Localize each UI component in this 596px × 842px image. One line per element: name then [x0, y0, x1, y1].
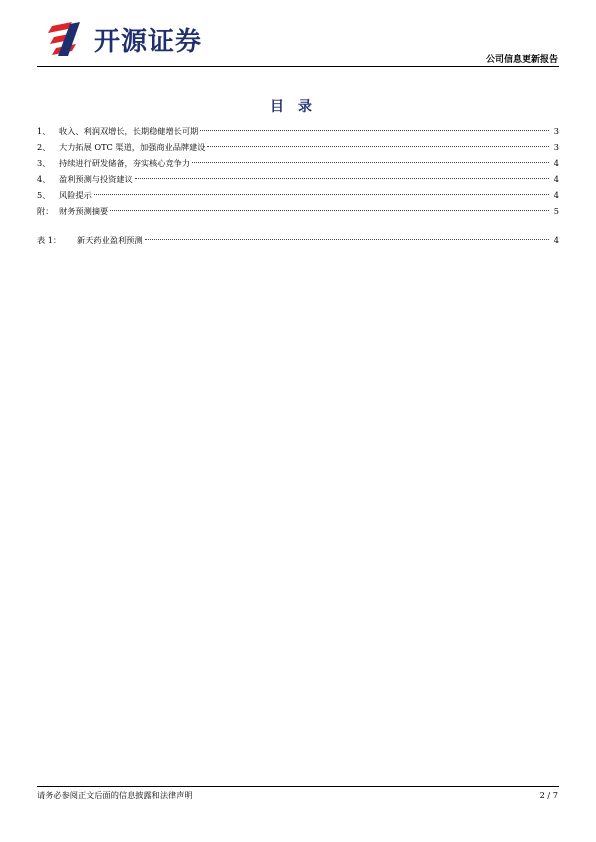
toc-entry-page: 4 [553, 190, 559, 200]
toc-entry-page: 5 [553, 206, 559, 216]
table-entry-page: 4 [553, 235, 559, 245]
toc-entry-3[interactable] [37, 155, 559, 171]
table-of-contents [37, 123, 559, 219]
toc-entry-1[interactable] [37, 123, 559, 139]
table-entry-label: 新天药业盈利预测 [77, 235, 143, 245]
toc-leader-dots [200, 130, 549, 131]
toc-entry-appendix[interactable] [37, 203, 559, 219]
toc-entry-label: 财务预测摘要 [59, 206, 109, 216]
footer-disclaimer: 请务必参阅正文后面的信息披露和法律声明 [37, 790, 193, 800]
toc-leader-dots [145, 239, 549, 240]
toc-entry-number: 3、 [37, 158, 51, 168]
toc-entry-number: 5、 [37, 190, 51, 200]
header-divider [37, 66, 559, 67]
toc-entry-4[interactable] [37, 171, 559, 187]
toc-entry-number: 2、 [37, 142, 51, 152]
toc-entry-page: 4 [553, 174, 559, 184]
brand-name: 开源证券 [94, 26, 203, 57]
toc-entry-page: 3 [553, 142, 559, 152]
toc-entry-label: 盈利预测与投资建议 [59, 174, 133, 184]
brand-logo-icon [46, 20, 90, 58]
toc-entry-label: 收入、利润双增长，长期稳健增长可期 [59, 126, 199, 136]
toc-entry-number: 附： [37, 206, 54, 216]
toc-entry-number: 1、 [37, 126, 51, 136]
page-indicator: 2 / 7 [539, 790, 558, 800]
toc-entry-5[interactable] [37, 187, 559, 203]
toc-entry-page: 4 [553, 158, 559, 168]
toc-title: 目录 [270, 99, 326, 115]
footer-divider [37, 786, 559, 787]
toc-entry-number: 4、 [37, 174, 51, 184]
toc-entry-page: 3 [553, 126, 559, 136]
toc-entry-label: 大力拓展 OTC 渠道，加强商业品牌建设 [59, 142, 206, 152]
toc-leader-dots [94, 194, 549, 195]
toc-leader-dots [110, 210, 549, 211]
toc-leader-dots [135, 178, 549, 179]
toc-leader-dots [207, 146, 549, 147]
table-entry-number: 表 1： [37, 235, 62, 245]
list-of-tables [37, 232, 559, 248]
brand-logo [46, 19, 202, 59]
toc-entry-label: 持续进行研发储备，夯实核心竞争力 [59, 158, 191, 168]
report-type-label: 公司信息更新报告 [485, 55, 558, 65]
table-entry-1[interactable] [37, 232, 559, 248]
toc-entry-label: 风险提示 [59, 190, 92, 200]
toc-leader-dots [192, 162, 549, 163]
toc-entry-2[interactable] [37, 139, 559, 155]
